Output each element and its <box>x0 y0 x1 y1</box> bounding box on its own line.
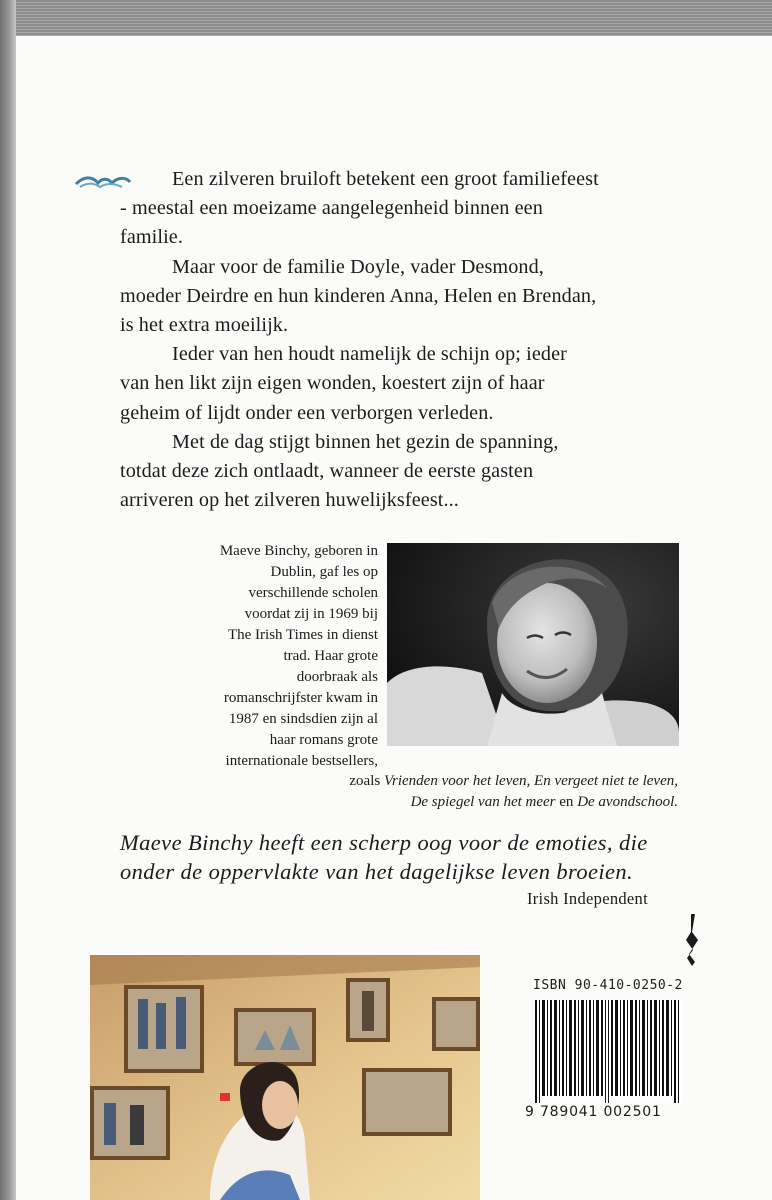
bio-books <box>120 771 678 813</box>
bio-line: trad. Haar grote <box>283 648 378 664</box>
bio-line: haar romans grote <box>269 732 378 748</box>
bio-line: verschillende scholen <box>248 585 378 601</box>
barcode-bars-image <box>533 1000 683 1103</box>
bio-books-prefix: zoals <box>349 773 381 789</box>
cover-illustration <box>90 955 480 1200</box>
isbn-label: ISBN 90-410-0250-2 <box>533 978 683 993</box>
barcode <box>533 1000 683 1103</box>
bio-line: Dublin, gaf les op <box>270 564 378 580</box>
book-title: De avondschool. <box>577 794 678 810</box>
book-title: De spiegel van het meer <box>410 794 556 810</box>
bio-line: 1987 en sindsdien zijn al <box>228 711 378 727</box>
blurb-text <box>120 165 600 515</box>
blurb-paragraph: Ieder van hen houdt namelijk de schijn op; ieder van hen likt zijn eigen wonden, koestert zijn of haar geheim of lijdt onder een verborgen verleden. <box>120 343 567 424</box>
author-bio <box>118 541 378 772</box>
publisher-logo-icon <box>683 910 705 970</box>
bio-line: doorbraak als <box>296 669 378 685</box>
blurb-paragraph: Maar voor de familie Doyle, vader Desmond, moeder Deirdre en hun kinderen Anna, Helen en Brendan, is het extra moeilijk. <box>120 255 597 337</box>
bio-line: voordat zij in 1969 bij <box>244 606 378 622</box>
book-title: Vrienden voor het leven, <box>383 773 531 789</box>
blurb-paragraph: Met de dag stijgt binnen het gezin de spanning, totdat deze zich ontlaadt, wanneer de eerste gasten arriveren op het zilveren huwelijksfeest... <box>120 430 559 512</box>
spine <box>0 0 16 1200</box>
author-photo <box>387 543 679 746</box>
bio-line: internationale bestsellers, <box>225 753 378 769</box>
quote-source: Irish Independent <box>526 889 648 908</box>
book-title: En vergeet niet te leven, <box>534 773 678 789</box>
press-quote: Maeve Binchy heeft een scherp oog voor de emoties, die onder de oppervlakte van het dagelijkse leven broeien. <box>120 830 648 884</box>
barcode-digits: 9 789041 002501 <box>525 1104 662 1120</box>
blurb-paragraph: Een zilveren bruiloft betekent een groot familiefeest - meestal een moeizame aangelegenheid binnen een familie. <box>120 168 599 249</box>
bio-books-conj: en <box>559 794 574 810</box>
bio-line: The Irish Times in dienst <box>227 627 378 643</box>
painting-image <box>90 955 480 1200</box>
bio-line: romanschrijfster kwam in <box>223 690 378 706</box>
author-portrait-image <box>387 543 679 746</box>
bio-line: Maeve Binchy, geboren in <box>219 543 378 559</box>
